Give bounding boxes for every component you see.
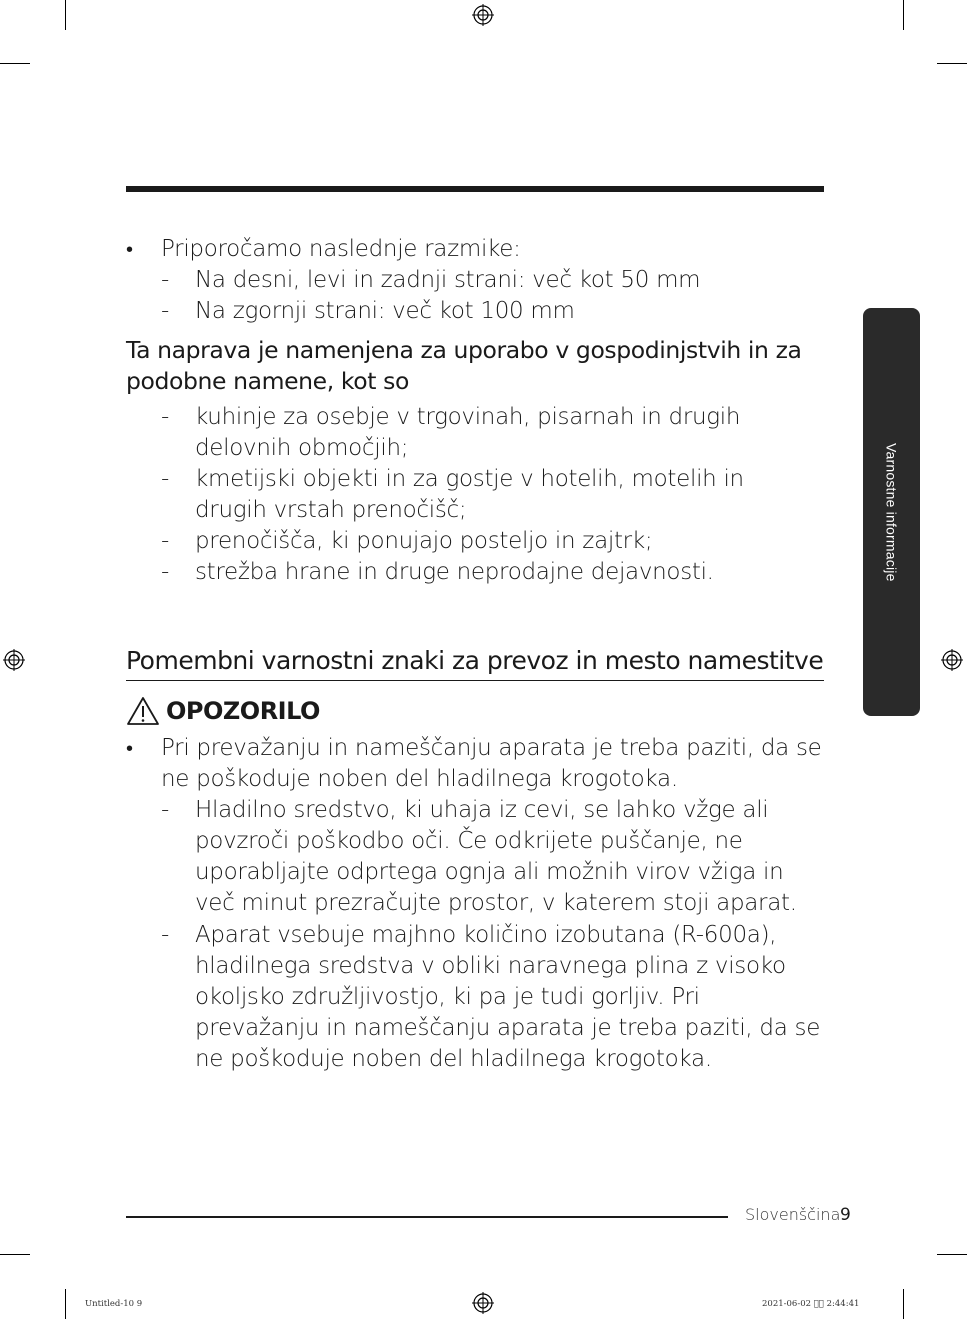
registration-mark-icon <box>472 1292 494 1314</box>
dash: - <box>161 404 169 430</box>
footer-language: Slovenščina <box>745 1205 841 1224</box>
registration-mark-icon <box>472 4 494 26</box>
crop-mark <box>903 0 904 30</box>
list-subitem: prevažanju in nameščanju aparata je treba paziti, da se <box>195 1015 821 1041</box>
list-subitem: kuhinje za osebje v trgovinah, pisarnah in drugih <box>195 404 741 430</box>
crop-mark <box>65 1289 66 1319</box>
registration-mark-icon <box>3 649 25 671</box>
crop-mark <box>65 0 66 30</box>
list-subitem: Na desni, levi in zadnji strani: več kot 50 mm <box>195 267 701 293</box>
list-subitem: okoljsko združljivostjo, ki pa je tudi gorljiv. Pri <box>195 984 700 1010</box>
dash: - <box>161 528 169 554</box>
list-subitem: strežba hrane in druge neprodajne dejavnosti. <box>195 559 714 585</box>
list-subitem: Aparat vsebuje majhno količino izobutana (R-600a), <box>195 922 777 948</box>
dash: - <box>161 466 169 492</box>
dash: - <box>161 559 169 585</box>
usage-heading-line: Ta naprava je namenjena za uporabo v gospodinjstvih in za <box>126 336 802 364</box>
list-item: Priporočamo naslednje razmike: <box>161 236 521 262</box>
dash: - <box>161 267 169 293</box>
list-item: ne poškoduje noben del hladilnega krogotoka. <box>161 766 678 792</box>
list-subitem: drugih vrstah prenočišč; <box>195 497 467 523</box>
dash: - <box>161 797 169 823</box>
list-subitem: Na zgornji strani: več kot 100 mm <box>195 298 575 324</box>
crop-mark <box>0 63 30 64</box>
registration-mark-icon <box>941 649 963 671</box>
warning-label: OPOZORILO <box>166 697 320 725</box>
dash: - <box>161 298 169 324</box>
top-rule <box>126 186 824 192</box>
slug-right: 2021-06-02 ￿￿ 2:44:41 <box>762 1299 860 1309</box>
crop-mark <box>903 1289 904 1319</box>
section-title: Pomembni varnostni znaki za prevoz in mesto namestitve <box>126 646 824 675</box>
side-tab-label: Varnostne informacije <box>883 442 900 582</box>
warning-heading <box>126 696 320 726</box>
footer-rule <box>126 1216 728 1218</box>
bullet: • <box>126 736 133 760</box>
bullet: • <box>126 237 133 261</box>
usage-heading <box>126 335 802 397</box>
list-subitem: več minut prezračujte prostor, v katerem stoji aparat. <box>195 890 797 916</box>
slug-left: Untitled-10 9 <box>85 1299 143 1309</box>
usage-heading-line: podobne namene, kot so <box>126 367 409 395</box>
crop-mark <box>0 1254 30 1255</box>
section-side-tab <box>863 308 920 716</box>
warning-triangle-icon <box>126 696 160 726</box>
list-item: Pri prevažanju in nameščanju aparata je treba paziti, da se <box>161 735 822 761</box>
page-number: 9 <box>840 1205 851 1225</box>
list-subitem: delovnih območjih; <box>195 435 409 461</box>
crop-mark <box>937 63 967 64</box>
list-subitem: ne poškoduje noben del hladilnega krogotoka. <box>195 1046 712 1072</box>
list-subitem: kmetijski objekti in za gostje v hotelih, motelih in <box>195 466 744 492</box>
section-rule <box>126 680 824 681</box>
crop-mark <box>937 1254 967 1255</box>
dash: - <box>161 922 169 948</box>
list-subitem: Hladilno sredstvo, ki uhaja iz cevi, se lahko vžge ali <box>195 797 769 823</box>
list-subitem: povzroči poškodbo oči. Če odkrijete puščanje, ne <box>195 828 743 854</box>
list-subitem: prenočišča, ki ponujajo posteljo in zajtrk; <box>195 528 653 554</box>
list-subitem: hladilnega sredstva v obliki naravnega plina z visoko <box>195 953 786 979</box>
list-subitem: uporabljajte odprtega ognja ali možnih virov vžiga in <box>195 859 784 885</box>
